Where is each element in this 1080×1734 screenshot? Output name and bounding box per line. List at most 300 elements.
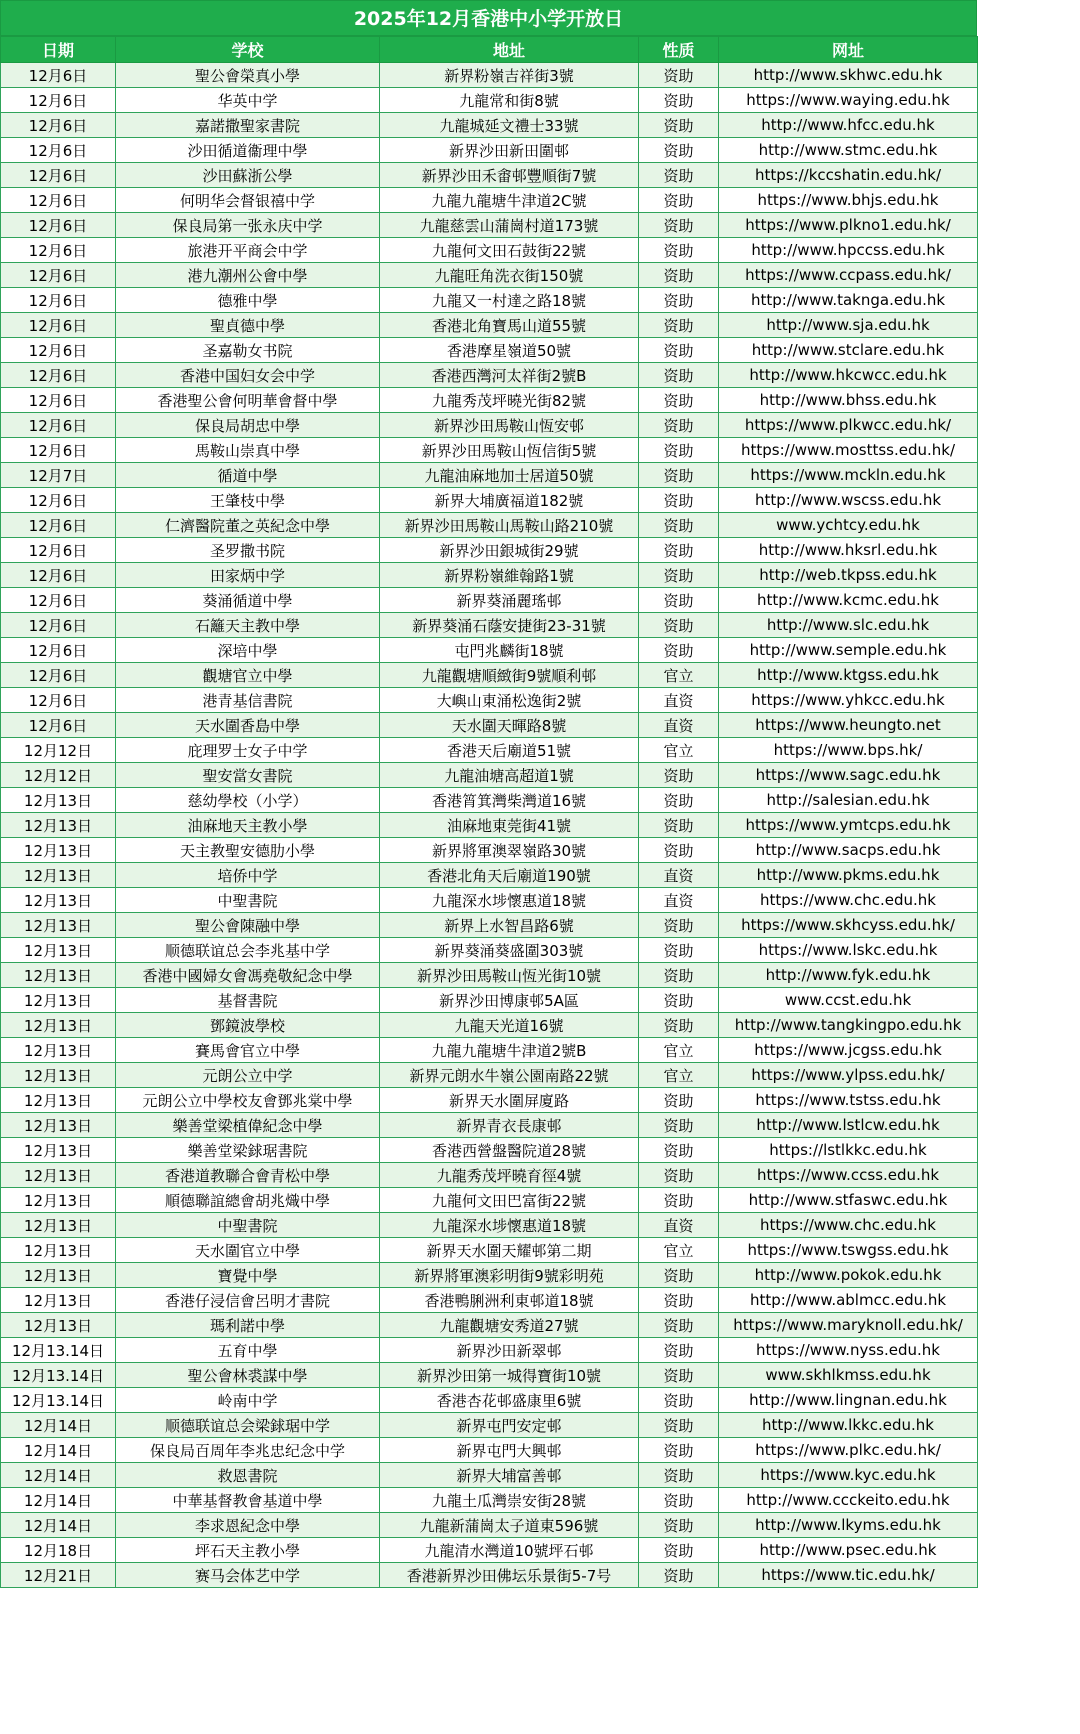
cell-address: 新界葵涌麗瑤邨 <box>380 588 639 613</box>
cell-address: 九龍九龍塘牛津道2C號 <box>380 188 639 213</box>
cell-address: 屯門兆麟街18號 <box>380 638 639 663</box>
cell-address: 新界沙田馬鞍山恆信街5號 <box>380 438 639 463</box>
table-row <box>1 713 978 738</box>
cell-address: 香港天后廟道51號 <box>380 738 639 763</box>
cell-address: 新界沙田新翠邨 <box>380 1338 639 1363</box>
table-row <box>1 738 978 763</box>
cell-website[interactable]: https://www.waying.edu.hk <box>719 88 978 113</box>
cell-address: 香港北角寶馬山道55號 <box>380 313 639 338</box>
cell-address: 新界葵涌石蔭安捷街23-31號 <box>380 613 639 638</box>
cell-school: 天主教聖安德肋小學 <box>116 838 380 863</box>
cell-date: 12月14日 <box>1 1413 116 1438</box>
cell-type: 资助 <box>639 88 719 113</box>
col-header-type: 性质 <box>639 37 719 63</box>
cell-type: 官立 <box>639 1238 719 1263</box>
cell-date: 12月14日 <box>1 1488 116 1513</box>
cell-website[interactable]: http://www.ablmcc.edu.hk <box>719 1288 978 1313</box>
cell-address: 香港新界沙田佛坛乐景街5-7号 <box>380 1563 639 1588</box>
cell-address: 九龍何文田巴富街22號 <box>380 1188 639 1213</box>
cell-date: 12月6日 <box>1 613 116 638</box>
cell-address: 新界沙田第一城得寶街10號 <box>380 1363 639 1388</box>
cell-type: 资助 <box>639 338 719 363</box>
table-row <box>1 313 978 338</box>
cell-date: 12月6日 <box>1 113 116 138</box>
cell-type: 资助 <box>639 463 719 488</box>
cell-type: 资助 <box>639 1313 719 1338</box>
cell-type: 资助 <box>639 1013 719 1038</box>
cell-date: 12月13日 <box>1 1238 116 1263</box>
cell-address: 新界天水圍屏廈路 <box>380 1088 639 1113</box>
cell-website[interactable]: http://www.psec.edu.hk <box>719 1538 978 1563</box>
col-header-school: 学校 <box>116 37 380 63</box>
cell-website[interactable]: https://www.sagc.edu.hk <box>719 763 978 788</box>
table-row <box>1 1238 978 1263</box>
cell-school: 基督書院 <box>116 988 380 1013</box>
cell-type: 资助 <box>639 1563 719 1588</box>
cell-school: 樂善堂梁植偉紀念中學 <box>116 1113 380 1138</box>
table-row <box>1 1163 978 1188</box>
cell-type: 直资 <box>639 713 719 738</box>
cell-type: 资助 <box>639 638 719 663</box>
cell-address: 新界粉嶺吉祥街3號 <box>380 63 639 88</box>
cell-website[interactable]: https://www.mosttss.edu.hk/ <box>719 438 978 463</box>
cell-date: 12月14日 <box>1 1513 116 1538</box>
cell-website[interactable]: http://www.bhss.edu.hk <box>719 388 978 413</box>
cell-website[interactable]: http://www.semple.edu.hk <box>719 638 978 663</box>
cell-website[interactable]: https://www.maryknoll.edu.hk/ <box>719 1313 978 1338</box>
cell-type: 资助 <box>639 438 719 463</box>
cell-address: 九龍觀塘順緻街9號順利邨 <box>380 663 639 688</box>
cell-website[interactable]: http://www.kcmc.edu.hk <box>719 588 978 613</box>
cell-school: 港青基信書院 <box>116 688 380 713</box>
table-row <box>1 188 978 213</box>
cell-school: 香港道教聯合會青松中學 <box>116 1163 380 1188</box>
cell-website[interactable]: https://www.chc.edu.hk <box>719 1213 978 1238</box>
table-row <box>1 1388 978 1413</box>
cell-school: 香港仔浸信會呂明才書院 <box>116 1288 380 1313</box>
cell-website[interactable]: http://www.tangkingpo.edu.hk <box>719 1013 978 1038</box>
cell-date: 12月13日 <box>1 838 116 863</box>
cell-date: 12月6日 <box>1 638 116 663</box>
cell-type: 资助 <box>639 1488 719 1513</box>
cell-type: 资助 <box>639 963 719 988</box>
cell-type: 资助 <box>639 188 719 213</box>
cell-website[interactable]: http://www.lingnan.edu.hk <box>719 1388 978 1413</box>
cell-address: 九龍秀茂坪曉光街82號 <box>380 388 639 413</box>
cell-type: 直资 <box>639 863 719 888</box>
cell-date: 12月13日 <box>1 1113 116 1138</box>
cell-website[interactable]: http://www.stmc.edu.hk <box>719 138 978 163</box>
cell-website[interactable]: http://www.sacps.edu.hk <box>719 838 978 863</box>
cell-date: 12月13.14日 <box>1 1338 116 1363</box>
cell-website[interactable]: http://www.hkcwcc.edu.hk <box>719 363 978 388</box>
cell-date: 12月13日 <box>1 788 116 813</box>
cell-website[interactable]: http://www.ktgss.edu.hk <box>719 663 978 688</box>
cell-type: 资助 <box>639 138 719 163</box>
cell-date: 12月14日 <box>1 1463 116 1488</box>
cell-website[interactable]: http://www.lkkc.edu.hk <box>719 1413 978 1438</box>
cell-address: 九龍土瓜灣崇安街28號 <box>380 1488 639 1513</box>
cell-school: 田家炳中学 <box>116 563 380 588</box>
cell-type: 资助 <box>639 238 719 263</box>
cell-date: 12月13日 <box>1 863 116 888</box>
table-row <box>1 363 978 388</box>
cell-address: 九龍油麻地加士居道50號 <box>380 463 639 488</box>
cell-website[interactable]: https://www.plkno1.edu.hk/ <box>719 213 978 238</box>
table-row <box>1 1538 978 1563</box>
cell-website[interactable]: http://salesian.edu.hk <box>719 788 978 813</box>
table-row <box>1 1063 978 1088</box>
cell-date: 12月6日 <box>1 438 116 463</box>
cell-date: 12月6日 <box>1 713 116 738</box>
cell-address: 大嶼山東涌松逸街2號 <box>380 688 639 713</box>
cell-website[interactable]: http://www.hfcc.edu.hk <box>719 113 978 138</box>
table-row <box>1 813 978 838</box>
cell-school: 鄧鏡波學校 <box>116 1013 380 1038</box>
col-header-website: 网址 <box>719 37 978 63</box>
cell-type: 官立 <box>639 1038 719 1063</box>
cell-date: 12月21日 <box>1 1563 116 1588</box>
cell-address: 新界將軍澳翠嶺路30號 <box>380 838 639 863</box>
cell-website[interactable]: http://www.lstlcw.edu.hk <box>719 1113 978 1138</box>
cell-date: 12月13日 <box>1 1188 116 1213</box>
cell-school: 圣嘉勒女书院 <box>116 338 380 363</box>
cell-address: 九龍何文田石鼓街22號 <box>380 238 639 263</box>
cell-date: 12月13日 <box>1 1163 116 1188</box>
cell-school: 香港中国妇女会中学 <box>116 363 380 388</box>
cell-school: 元朗公立中學校友會鄧兆棠中學 <box>116 1088 380 1113</box>
cell-date: 12月13日 <box>1 1013 116 1038</box>
cell-type: 资助 <box>639 1288 719 1313</box>
table-row <box>1 1263 978 1288</box>
cell-date: 12月14日 <box>1 1438 116 1463</box>
table-row <box>1 538 978 563</box>
cell-website[interactable]: http://www.taknga.edu.hk <box>719 288 978 313</box>
table-row <box>1 338 978 363</box>
table-row <box>1 438 978 463</box>
cell-address: 新界沙田禾畬邨豐順街7號 <box>380 163 639 188</box>
cell-type: 资助 <box>639 1363 719 1388</box>
cell-date: 12月6日 <box>1 413 116 438</box>
table-row <box>1 113 978 138</box>
cell-address: 香港鴨脷洲利東邨道18號 <box>380 1288 639 1313</box>
cell-website[interactable]: https://www.ymtcps.edu.hk <box>719 813 978 838</box>
cell-address: 新界葵涌葵盛圍303號 <box>380 938 639 963</box>
cell-address: 香港筲箕灣柴灣道16號 <box>380 788 639 813</box>
cell-address: 九龍觀塘安秀道27號 <box>380 1313 639 1338</box>
table-row <box>1 1013 978 1038</box>
cell-school: 聖公會陳融中學 <box>116 913 380 938</box>
table-row <box>1 613 978 638</box>
cell-website[interactable]: https://www.bhjs.edu.hk <box>719 188 978 213</box>
cell-date: 12月6日 <box>1 488 116 513</box>
cell-type: 直资 <box>639 1213 719 1238</box>
cell-type: 资助 <box>639 763 719 788</box>
cell-school: 赛马会体艺中学 <box>116 1563 380 1588</box>
cell-website[interactable]: https://www.ylpss.edu.hk/ <box>719 1063 978 1088</box>
cell-website[interactable]: http://www.sja.edu.hk <box>719 313 978 338</box>
cell-website[interactable]: https://kccshatin.edu.hk/ <box>719 163 978 188</box>
cell-address: 新界天水圍天耀邨第二期 <box>380 1238 639 1263</box>
cell-type: 资助 <box>639 288 719 313</box>
cell-type: 官立 <box>639 1063 719 1088</box>
cell-address: 香港摩星嶺道50號 <box>380 338 639 363</box>
cell-school: 石籬天主教中學 <box>116 613 380 638</box>
cell-school: 仁濟醫院董之英紀念中學 <box>116 513 380 538</box>
cell-address: 新界屯門安定邨 <box>380 1413 639 1438</box>
cell-date: 12月7日 <box>1 463 116 488</box>
table-row <box>1 1088 978 1113</box>
cell-type: 官立 <box>639 738 719 763</box>
table-row <box>1 888 978 913</box>
cell-address: 新界青衣長康邨 <box>380 1113 639 1138</box>
cell-address: 新界沙田馬鞍山恆光街10號 <box>380 963 639 988</box>
cell-date: 12月13日 <box>1 1038 116 1063</box>
table-row <box>1 863 978 888</box>
cell-date: 12月6日 <box>1 313 116 338</box>
cell-website[interactable]: http://www.ccckeito.edu.hk <box>719 1488 978 1513</box>
table-row <box>1 1288 978 1313</box>
cell-school: 聖貞德中學 <box>116 313 380 338</box>
cell-school: 慈幼學校（小学） <box>116 788 380 813</box>
cell-school: 油麻地天主教小學 <box>116 813 380 838</box>
cell-date: 12月6日 <box>1 138 116 163</box>
cell-website[interactable]: http://www.lkyms.edu.hk <box>719 1513 978 1538</box>
cell-type: 资助 <box>639 813 719 838</box>
cell-school: 中聖書院 <box>116 888 380 913</box>
cell-type: 直资 <box>639 688 719 713</box>
table-row <box>1 1313 978 1338</box>
cell-website[interactable]: http://www.slc.edu.hk <box>719 613 978 638</box>
cell-school: 聖安當女書院 <box>116 763 380 788</box>
cell-date: 12月18日 <box>1 1538 116 1563</box>
cell-type: 资助 <box>639 838 719 863</box>
cell-website[interactable]: https://www.lskc.edu.hk <box>719 938 978 963</box>
cell-type: 资助 <box>639 1513 719 1538</box>
cell-website[interactable]: http://www.skhwc.edu.hk <box>719 63 978 88</box>
cell-website[interactable]: https://www.skhcyss.edu.hk/ <box>719 913 978 938</box>
cell-address: 香港西營盤醫院道28號 <box>380 1138 639 1163</box>
cell-address: 九龍秀茂坪曉育徑4號 <box>380 1163 639 1188</box>
cell-address: 九龍常和街8號 <box>380 88 639 113</box>
cell-website[interactable]: https://www.ccss.edu.hk <box>719 1163 978 1188</box>
cell-school: 港九潮州公會中學 <box>116 263 380 288</box>
cell-date: 12月13日 <box>1 963 116 988</box>
cell-school: 坪石天主教小學 <box>116 1538 380 1563</box>
cell-date: 12月12日 <box>1 738 116 763</box>
cell-school: 圣罗撒书院 <box>116 538 380 563</box>
cell-address: 九龍油塘高超道1號 <box>380 763 639 788</box>
cell-address: 九龍旺角洗衣街150號 <box>380 263 639 288</box>
cell-type: 资助 <box>639 913 719 938</box>
cell-type: 资助 <box>639 563 719 588</box>
cell-school: 聖公會榮真小學 <box>116 63 380 88</box>
cell-type: 资助 <box>639 313 719 338</box>
cell-type: 资助 <box>639 1113 719 1138</box>
table-row <box>1 263 978 288</box>
cell-website[interactable]: https://www.mckln.edu.hk <box>719 463 978 488</box>
cell-address: 油麻地東莞街41號 <box>380 813 639 838</box>
cell-school: 馬鞍山崇真中學 <box>116 438 380 463</box>
cell-website[interactable]: http://www.wscss.edu.hk <box>719 488 978 513</box>
col-header-date: 日期 <box>1 37 116 63</box>
cell-website[interactable]: www.skhlkmss.edu.hk <box>719 1363 978 1388</box>
table-row <box>1 963 978 988</box>
cell-website[interactable]: https://www.tic.edu.hk/ <box>719 1563 978 1588</box>
open-day-table <box>0 36 978 1588</box>
cell-type: 资助 <box>639 1138 719 1163</box>
cell-type: 资助 <box>639 788 719 813</box>
table-row <box>1 663 978 688</box>
table-row <box>1 1138 978 1163</box>
cell-website[interactable]: https://www.plkc.edu.hk/ <box>719 1438 978 1463</box>
cell-website[interactable]: http://www.hksrl.edu.hk <box>719 538 978 563</box>
cell-website[interactable]: https://www.kyc.edu.hk <box>719 1463 978 1488</box>
cell-address: 新界大埔廣福道182號 <box>380 488 639 513</box>
cell-school: 循道中學 <box>116 463 380 488</box>
cell-website[interactable]: http://www.stfaswc.edu.hk <box>719 1188 978 1213</box>
cell-date: 12月13日 <box>1 988 116 1013</box>
cell-date: 12月6日 <box>1 238 116 263</box>
cell-website[interactable]: https://www.tswgss.edu.hk <box>719 1238 978 1263</box>
cell-type: 资助 <box>639 388 719 413</box>
cell-address: 新界沙田新田圍邨 <box>380 138 639 163</box>
cell-website[interactable]: https://www.jcgss.edu.hk <box>719 1038 978 1063</box>
cell-date: 12月6日 <box>1 213 116 238</box>
cell-website[interactable]: http://www.pkms.edu.hk <box>719 863 978 888</box>
cell-school: 德雅中學 <box>116 288 380 313</box>
cell-type: 资助 <box>639 613 719 638</box>
cell-type: 资助 <box>639 1163 719 1188</box>
cell-date: 12月6日 <box>1 363 116 388</box>
cell-address: 九龍深水埗懷惠道18號 <box>380 888 639 913</box>
cell-school: 李求恩紀念中學 <box>116 1513 380 1538</box>
cell-website[interactable]: http://www.fyk.edu.hk <box>719 963 978 988</box>
table-row <box>1 1338 978 1363</box>
cell-school: 旅港开平商会中学 <box>116 238 380 263</box>
cell-school: 嘉諾撒聖家書院 <box>116 113 380 138</box>
cell-date: 12月13日 <box>1 1213 116 1238</box>
cell-website[interactable]: https://www.bps.hk/ <box>719 738 978 763</box>
cell-school: 樂善堂梁銶琚書院 <box>116 1138 380 1163</box>
cell-date: 12月13日 <box>1 813 116 838</box>
cell-date: 12月13日 <box>1 888 116 913</box>
cell-type: 资助 <box>639 213 719 238</box>
table-row <box>1 763 978 788</box>
table-row <box>1 1038 978 1063</box>
cell-date: 12月6日 <box>1 688 116 713</box>
cell-type: 资助 <box>639 163 719 188</box>
cell-address: 香港北角天后廟道190號 <box>380 863 639 888</box>
cell-school: 天水圍官立中學 <box>116 1238 380 1263</box>
cell-date: 12月13日 <box>1 1288 116 1313</box>
cell-date: 12月6日 <box>1 338 116 363</box>
cell-date: 12月6日 <box>1 663 116 688</box>
table-row <box>1 163 978 188</box>
table-row <box>1 638 978 663</box>
cell-address: 新界沙田馬鞍山恆安邨 <box>380 413 639 438</box>
cell-type: 资助 <box>639 513 719 538</box>
cell-website[interactable]: https://lstlkkc.edu.hk <box>719 1138 978 1163</box>
cell-website[interactable]: https://www.ccpass.edu.hk/ <box>719 263 978 288</box>
cell-school: 救恩書院 <box>116 1463 380 1488</box>
cell-type: 资助 <box>639 113 719 138</box>
cell-school: 五育中學 <box>116 1338 380 1363</box>
cell-website[interactable]: http://www.hpccss.edu.hk <box>719 238 978 263</box>
cell-type: 资助 <box>639 363 719 388</box>
cell-website[interactable]: www.ychtcy.edu.hk <box>719 513 978 538</box>
cell-type: 资助 <box>639 1338 719 1363</box>
cell-date: 12月13.14日 <box>1 1388 116 1413</box>
cell-website[interactable]: www.ccst.edu.hk <box>719 988 978 1013</box>
cell-website[interactable]: http://www.pokok.edu.hk <box>719 1263 978 1288</box>
cell-date: 12月6日 <box>1 63 116 88</box>
cell-website[interactable]: https://www.yhkcc.edu.hk <box>719 688 978 713</box>
cell-school: 元朗公立中学 <box>116 1063 380 1088</box>
cell-address: 香港西灣河太祥街2號B <box>380 363 639 388</box>
cell-type: 资助 <box>639 263 719 288</box>
cell-type: 资助 <box>639 488 719 513</box>
cell-address: 新界沙田馬鞍山馬鞍山路210號 <box>380 513 639 538</box>
table-row <box>1 388 978 413</box>
cell-address: 新界上水智昌路6號 <box>380 913 639 938</box>
cell-type: 资助 <box>639 1438 719 1463</box>
cell-date: 12月6日 <box>1 263 116 288</box>
cell-school: 中華基督教會基道中學 <box>116 1488 380 1513</box>
col-header-address: 地址 <box>380 37 639 63</box>
table-row <box>1 513 978 538</box>
cell-type: 资助 <box>639 1188 719 1213</box>
cell-address: 新界粉嶺維翰路1號 <box>380 563 639 588</box>
cell-date: 12月6日 <box>1 88 116 113</box>
cell-address: 天水圍天暉路8號 <box>380 713 639 738</box>
cell-date: 12月12日 <box>1 763 116 788</box>
cell-website[interactable]: http://web.tkpss.edu.hk <box>719 563 978 588</box>
cell-date: 12月13日 <box>1 1063 116 1088</box>
cell-school: 庇理罗士女子中学 <box>116 738 380 763</box>
cell-type: 资助 <box>639 938 719 963</box>
cell-address: 新界沙田博康邨5A區 <box>380 988 639 1013</box>
cell-type: 官立 <box>639 663 719 688</box>
cell-type: 直资 <box>639 888 719 913</box>
cell-school: 香港聖公會何明華會督中學 <box>116 388 380 413</box>
cell-website[interactable]: http://www.stclare.edu.hk <box>719 338 978 363</box>
table-row <box>1 1513 978 1538</box>
cell-school: 順德聯誼總會胡兆熾中學 <box>116 1188 380 1213</box>
table-row <box>1 63 978 88</box>
cell-website[interactable]: https://www.nyss.edu.hk <box>719 1338 978 1363</box>
cell-type: 资助 <box>639 1413 719 1438</box>
cell-date: 12月13日 <box>1 1088 116 1113</box>
cell-address: 九龍新蒲崗太子道東596號 <box>380 1513 639 1538</box>
table-row <box>1 838 978 863</box>
cell-type: 资助 <box>639 1088 719 1113</box>
cell-address: 新界元朗水牛嶺公園南路22號 <box>380 1063 639 1088</box>
cell-website[interactable]: https://www.heungto.net <box>719 713 978 738</box>
cell-address: 九龍天光道16號 <box>380 1013 639 1038</box>
page-title: 2025年12月香港中小学开放日 <box>0 0 977 36</box>
cell-school: 中聖書院 <box>116 1213 380 1238</box>
cell-school: 何明华会督银禧中学 <box>116 188 380 213</box>
cell-address: 新界屯門大興邨 <box>380 1438 639 1463</box>
cell-website[interactable]: https://www.plkwcc.edu.hk/ <box>719 413 978 438</box>
cell-address: 新界沙田銀城街29號 <box>380 538 639 563</box>
cell-address: 新界將軍澳彩明街9號彩明苑 <box>380 1263 639 1288</box>
table-row <box>1 1113 978 1138</box>
cell-website[interactable]: https://www.tstss.edu.hk <box>719 1088 978 1113</box>
cell-website[interactable]: https://www.chc.edu.hk <box>719 888 978 913</box>
cell-type: 资助 <box>639 1538 719 1563</box>
